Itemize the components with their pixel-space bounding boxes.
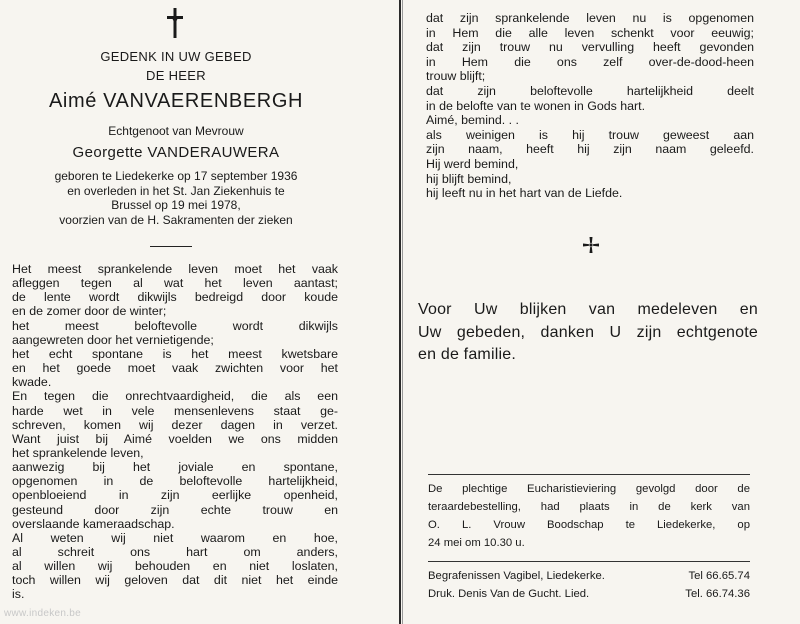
divider xyxy=(150,246,192,247)
crucifix-icon xyxy=(164,8,186,38)
title-header: DE HEER xyxy=(146,68,206,83)
bio-line: geboren te Liedekerke op 17 september 1936 xyxy=(54,169,298,183)
rpoem-line: hij blijft bemind, xyxy=(426,171,512,186)
poem-line: harde wet in vele mensenlevens staat ge- xyxy=(12,403,338,418)
thanks-line: Uw gebeden, danken U zijn echtgenote xyxy=(418,323,758,341)
rpoem-line: trouw blijft; xyxy=(426,69,486,84)
poem-line: schreven, komen wij dezer dagen in verzet. xyxy=(12,417,338,432)
credit-row xyxy=(428,589,750,600)
rpoem-line: in de belofte van te wonen in Gods hart. xyxy=(426,98,646,113)
poem-line: het meest beloftevolle wordt dikwijls xyxy=(12,318,338,333)
spouse-name: Georgette VANDERAUWERA xyxy=(72,144,280,161)
funeral-line: O. L. Vrouw Boodschap te Liedekerke, op xyxy=(428,519,750,531)
rpoem-line: hij leeft nu in het hart van de Liefde. xyxy=(426,186,623,201)
right-page xyxy=(400,0,800,624)
credit-tel: Tel. 66.74.36 xyxy=(685,588,750,600)
rpoem-line: in Hem die ons zelf over-de-dood-heen xyxy=(426,54,754,69)
poem-line: al willen wij behouden en niet loslaten, xyxy=(12,559,338,574)
funeral-line: De plechtige Eucharistieviering gevolgd door de xyxy=(428,483,750,495)
prayer-header: GEDENK IN UW GEBED xyxy=(100,49,252,64)
cross-pattee-icon xyxy=(583,237,599,253)
rpoem-line: in Hem die alle leven schenkt voor eeuwig; xyxy=(426,25,754,40)
rule-middle xyxy=(428,561,750,562)
credit-row xyxy=(428,571,750,582)
funeral-line: teraardebestelling, had plaats in de kerk van xyxy=(428,501,750,513)
poem-line: En tegen die onrechtvaardigheid, die als een xyxy=(12,389,338,404)
rpoem-line: als weinigen is hij trouw geweest aan xyxy=(426,127,754,142)
credit-name: Begrafenissen Vagibel, Liedekerke. xyxy=(428,570,605,582)
bio-line: en overleden in het St. Jan Ziekenhuis te xyxy=(67,183,285,198)
funeral-line: 24 mei om 10.30 u. xyxy=(428,537,525,549)
rpoem-line: zijn naam, heeft hij zijn naam geleefd. xyxy=(426,142,754,157)
poem-line: Al weten wij niet waarom en hoe, xyxy=(12,530,338,545)
poem-line: al schreit ons hart om anders, xyxy=(12,545,338,559)
poem-line: het sprankelende leven, xyxy=(12,445,144,460)
rule-top xyxy=(428,474,750,475)
poem-line: afleggen tegen al wat het leven aantast; xyxy=(12,276,338,291)
poem-line: en het goede moet vaak zwichten voor het xyxy=(12,361,338,376)
poem-line: gesteund door zijn echte trouw en xyxy=(12,502,338,517)
bio-line: voorzien van de H. Sakramenten der zieken xyxy=(59,212,293,227)
poem-line: aanwezig bij het joviale en spontane, xyxy=(12,460,338,475)
poem-line: is. xyxy=(12,587,25,602)
poem-line: overslaande kameraadschap. xyxy=(12,516,175,531)
rpoem-line: Hij werd bemind, xyxy=(426,157,519,171)
rpoem-line: dat zijn beloftevolle hartelijkheid deelt xyxy=(426,84,754,98)
poem-line: kwade. xyxy=(12,375,52,390)
spouse-label: Echtgenoot van Mevrouw xyxy=(108,124,244,138)
credit-tel: Tel 66.65.74 xyxy=(688,570,750,582)
poem-line: Want juist bij Aimé voelden we ons midden xyxy=(12,431,338,446)
poem-line: en de zomer door de winter; xyxy=(12,304,167,319)
poem-line: aangewreten door het vernietigende; xyxy=(12,332,214,347)
poem-line: Het meest sprankelende leven moet het vaak xyxy=(12,262,338,276)
credit-name: Druk. Denis Van de Gucht. Lied. xyxy=(428,588,590,600)
watermark: www.indeken.be xyxy=(4,608,82,619)
poem-line: openbloeiend in zijn eerlijke openheid, xyxy=(12,488,338,503)
thanks-line: en de familie. xyxy=(418,346,516,363)
poem-line: het echt spontane is het meest kwetsbare xyxy=(12,346,338,361)
thanks-line: Voor Uw blijken van medeleven en xyxy=(418,301,758,318)
rpoem-line: dat zijn trouw nu vervulling heeft gevonden xyxy=(426,40,754,55)
bio-line: Brussel op 19 mei 1978, xyxy=(111,198,241,212)
rpoem-line: dat zijn sprankelende leven nu is opgenomen xyxy=(426,11,754,25)
rpoem-line: Aimé, bemind. . . xyxy=(426,113,519,128)
deceased-name: Aimé VANVAERENBERGH xyxy=(48,90,304,112)
poem-line: toch willen wij geloven dat dit niet het einde xyxy=(12,573,338,588)
poem-line: de lente wordt dikwijls bedreigd door koude xyxy=(12,290,338,305)
poem-line: opgenomen in de beloftevolle hartelijkheid, xyxy=(12,474,338,489)
